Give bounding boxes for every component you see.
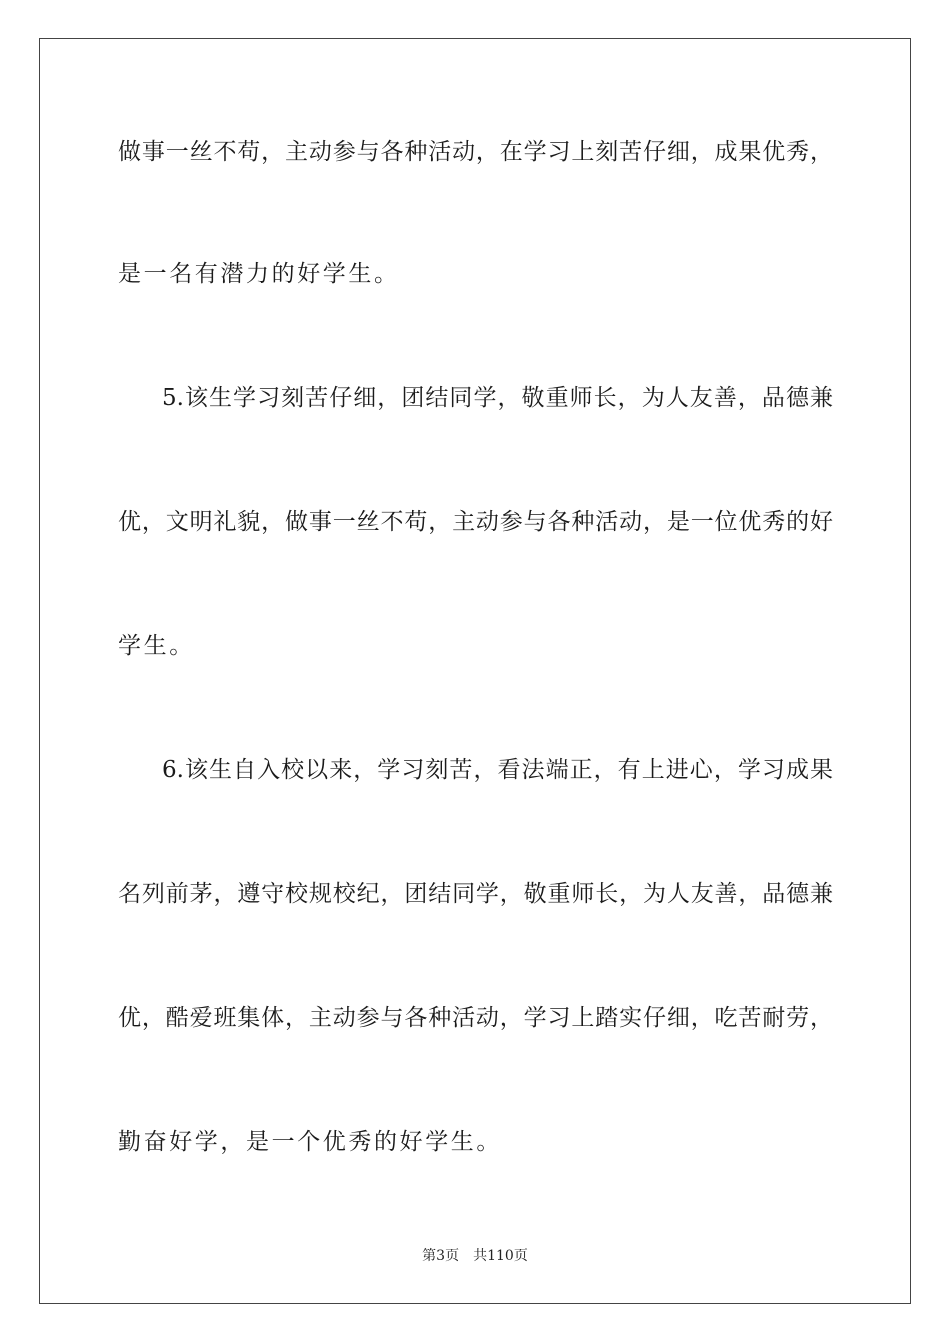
paragraph-line: 名列前茅，遵守校规校纪，团结同学，敬重师长，为人友善，品德兼 (118, 881, 833, 907)
paragraph-line: 优，酷爱班集体，主动参与各种活动，学习上踏实仔细，吃苦耐劳， (118, 1005, 833, 1031)
paragraph-line: 勤奋好学，是一个优秀的好学生。 (118, 1129, 502, 1155)
page-border (39, 38, 911, 1304)
paragraph-line: 是一名有潜力的好学生。 (118, 261, 400, 287)
paragraph-line: 做事一丝不苟，主动参与各种活动，在学习上刻苦仔细，成果优秀， (118, 139, 833, 165)
page-number-current: 第3页 (422, 1248, 460, 1264)
paragraph-line-item-6: 6.该生自入校以来，学习刻苦，看法端正，有上进心，学习成果 (162, 757, 833, 783)
page-footer (0, 1247, 950, 1265)
paragraph-line-item-5: 5.该生学习刻苦仔细，团结同学，敬重师长，为人友善，品德兼 (162, 385, 833, 411)
paragraph-line: 优，文明礼貌，做事一丝不苟，主动参与各种活动，是一位优秀的好 (118, 509, 833, 535)
page-number-total: 共110页 (473, 1248, 528, 1264)
paragraph-line: 学生。 (118, 633, 195, 659)
